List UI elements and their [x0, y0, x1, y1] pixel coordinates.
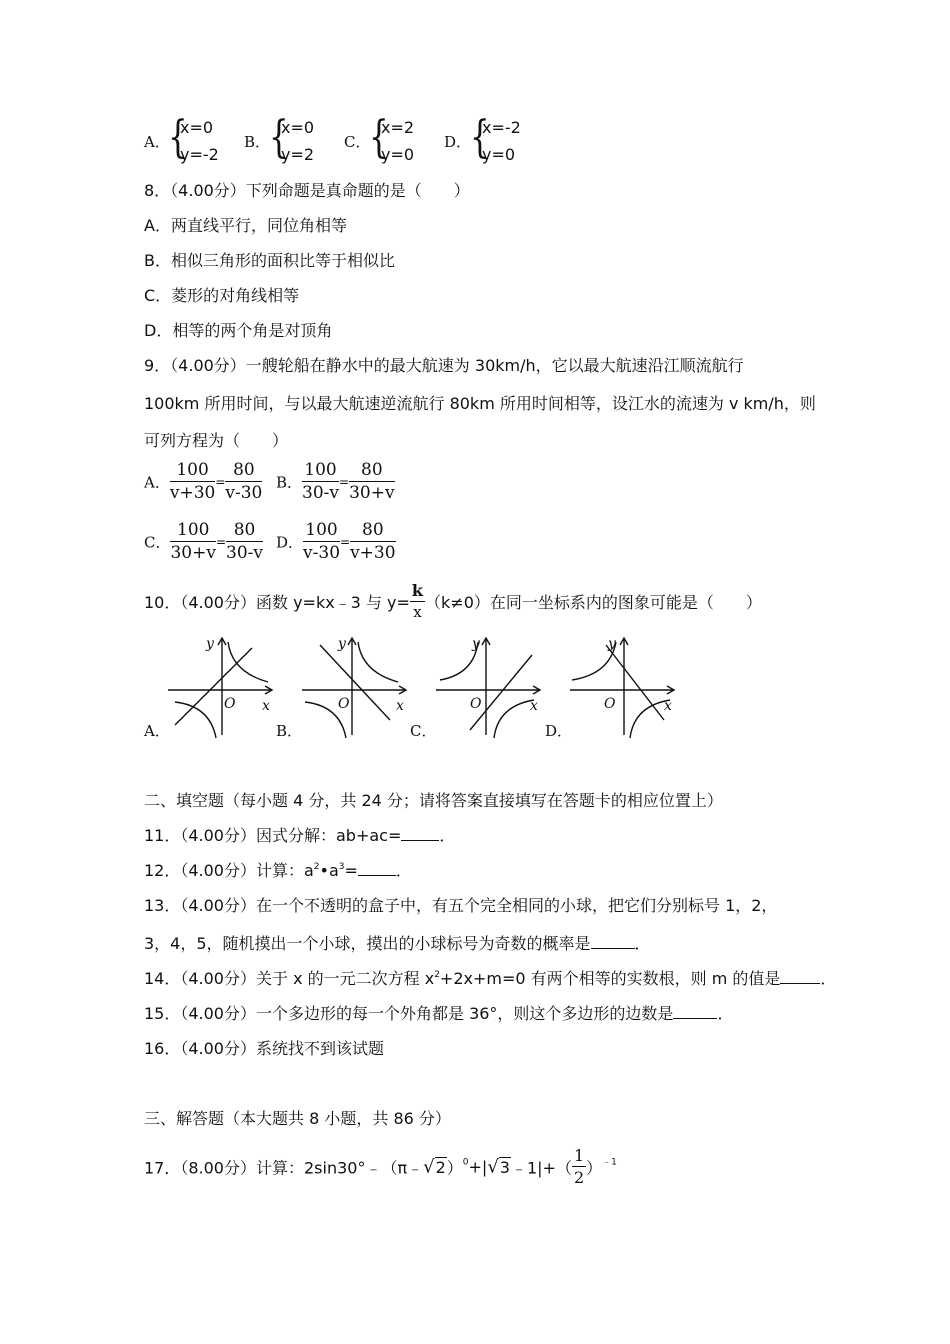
q10-c-x-label: x — [530, 698, 538, 714]
q10-d-x-label: x — [664, 698, 672, 714]
q8-option-d: D．相等的两个角是对顶角 — [144, 321, 333, 340]
q9-option-b: B． $\frac{100}{30-v}$ = $\frac{80}{30+v}$ — [276, 460, 395, 503]
q10-a-origin: O — [224, 696, 236, 712]
q8-option-c: C．菱形的对角线相等 — [144, 286, 300, 305]
q7-option-d-label: D． — [444, 133, 472, 151]
q14-blank — [780, 968, 820, 984]
section3-title: 三、解答题（本大题共 8 小题，共 86 分） — [144, 1109, 451, 1128]
q11-blank — [401, 825, 439, 841]
q13-line1: 13．（4.00分）在一个不透明的盒子中，有五个完全相同的小球，把它们分别标号 1，2， — [144, 896, 778, 915]
q8-stem: 8．（4.00分）下列命题是真命题的是（ ） — [144, 181, 470, 200]
q10-d-y-label: y — [608, 636, 616, 652]
q17: 17．（8.00分）计算：2sin30°﹣（π﹣√2）$^0$+|√3﹣1|+（ $\frac{1}{2}$ ）$^{﹣1}$ — [144, 1146, 617, 1187]
q7-option-a-label: A． — [144, 133, 170, 151]
q10-a-y-label: y — [206, 636, 214, 652]
q9-line1: 9．（4.00分）一艘轮船在静水中的最大航速为 30km/h，它以最大航速沿江顺流航行 — [144, 356, 744, 375]
q13-line2: 3，4，5，随机摸出一个小球，摸出的小球标号为奇数的概率是 ． — [144, 934, 651, 953]
q10-graph-b — [302, 638, 406, 738]
q10-d-origin: O — [604, 696, 616, 712]
q10-stem: 10．（4.00分）函数 y=kx﹣3 与 y= $\frac{k}{x}$ （k≠0）在同一坐标系内的图象可能是（ ） — [144, 581, 762, 621]
q10-c-y-label: y — [472, 636, 480, 652]
q7-option-c-label: C． — [344, 133, 371, 151]
q10-b-y-label: y — [338, 636, 346, 652]
q7-option-b-label: B． — [244, 133, 271, 151]
q13-blank — [591, 933, 635, 949]
q10-label-d: D． — [545, 722, 573, 740]
q10-graph-c — [436, 638, 540, 738]
q10-graph-d — [570, 638, 674, 738]
q16: 16．（4.00分）系统找不到该试题 — [144, 1039, 384, 1058]
q9-line2: 100km 所用时间，与以最大航速逆流航行 80km 所用时间相等，设江水的流速为 v km/h，则 — [144, 394, 816, 413]
q10-a-x-label: x — [262, 698, 270, 714]
q9-option-a: A． $\frac{100}{v+30}$ = $\frac{80}{v-30}$ — [144, 460, 263, 503]
q10-label-a: A． — [144, 722, 170, 740]
section2-title: 二、填空题（每小题 4 分，共 24 分；请将答案直接填写在答题卡的相应位置上） — [144, 791, 723, 810]
q9-line3: 可列方程为（ ） — [144, 431, 289, 450]
q10-b-x-label: x — [396, 698, 404, 714]
q12-blank — [358, 860, 396, 876]
q10-c-origin: O — [470, 696, 482, 712]
q10-b-origin: O — [338, 696, 350, 712]
q10-graph-a — [168, 638, 272, 738]
q15: 15．（4.00分）一个多边形的每一个外角都是 36°，则这个多边形的边数是 ． — [144, 1004, 734, 1023]
q8-option-a: A．两直线平行，同位角相等 — [144, 216, 347, 235]
q9-option-d: D． $\frac{100}{v-30}$ = $\frac{80}{v+30}$ — [276, 520, 396, 563]
q15-blank — [673, 1003, 717, 1019]
q14: 14．（4.00分）关于 x 的一元二次方程 $x^2+2x+m=0$ 有两个相等的实数根，则 m 的值是 ． — [144, 969, 837, 988]
q11: 11．（4.00分）因式分解：ab+ac= ． — [144, 826, 456, 845]
q9-option-c: C． $\frac{100}{30+v}$ = $\frac{80}{30-v}$ — [144, 520, 264, 563]
q12: 12．（4.00分）计算：$a^2•a^3=$ ． — [144, 861, 412, 880]
q10-label-c: C． — [410, 722, 437, 740]
q10-label-b: B． — [276, 722, 303, 740]
q8-option-b: B．相似三角形的面积比等于相似比 — [144, 251, 395, 270]
